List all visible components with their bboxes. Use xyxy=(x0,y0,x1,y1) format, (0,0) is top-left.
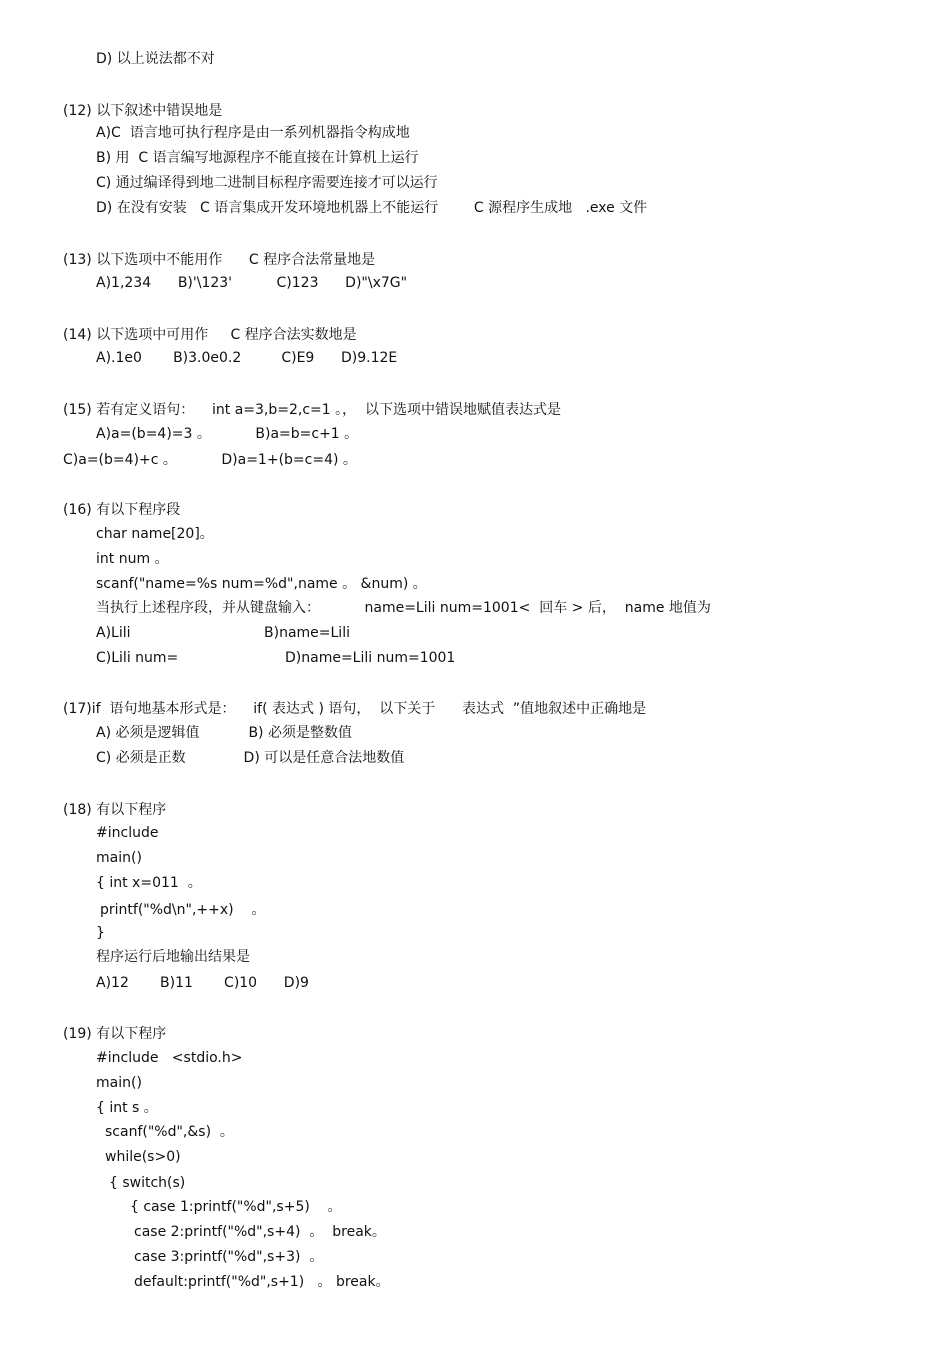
option-d-11: D) 以上说法都不对 xyxy=(96,51,215,67)
option-b-16: B)name=Lili xyxy=(264,625,350,641)
code-18-4: printf("%d\n",++x) 。 xyxy=(100,902,266,918)
option-c-16: C)Lili num= xyxy=(96,650,179,666)
code-19-6: { switch(s) xyxy=(109,1175,186,1191)
options-15-cd: C)a=(b=4)+c 。 D)a=1+(b=c=4) 。 xyxy=(63,452,357,468)
code-19-10: default:printf("%d",s+1) 。 break。 xyxy=(134,1274,390,1290)
code-18-3: { int x=011 。 xyxy=(96,875,202,891)
code-19-4: scanf("%d",&s) 。 xyxy=(105,1124,234,1140)
code-16-3: scanf("name=%s num=%d",name 。 &num) 。 xyxy=(96,576,427,592)
option-c-12: C) 通过编译得到地二进制目标程序需要连接才可以运行 xyxy=(96,175,438,191)
question-16: (16) 有以下程序段 xyxy=(63,502,181,518)
options-17-ab: A) 必须是逻辑值 B) 必须是整数值 xyxy=(96,725,352,741)
question-17: (17)if 语句地基本形式是： if( 表达式 ) 语句， 以下关于 表达式 ”值地叙述中正确地是 xyxy=(63,701,647,717)
code-19-2: main() xyxy=(96,1075,142,1091)
code-19-9: case 3:printf("%d",s+3) 。 xyxy=(134,1249,324,1265)
prompt-18: 程序运行后地输出结果是 xyxy=(96,949,250,965)
code-19-7: { case 1:printf("%d",s+5) 。 xyxy=(130,1199,342,1215)
code-19-8: case 2:printf("%d",s+4) 。 break。 xyxy=(134,1224,386,1240)
options-18: A)12 B)11 C)10 D)9 xyxy=(96,975,309,991)
code-18-5: } xyxy=(96,925,105,941)
options-14: A).1e0 B)3.0e0.2 C)E9 D)9.12E xyxy=(96,350,398,366)
code-19-5: while(s>0) xyxy=(105,1149,181,1165)
options-17-cd: C) 必须是正数 D) 可以是任意合法地数值 xyxy=(96,750,405,766)
question-14: (14) 以下选项中可用作 C 程序合法实数地是 xyxy=(63,327,357,343)
code-16-2: int num 。 xyxy=(96,551,169,567)
option-d-12: D) 在没有安装 C 语言集成开发环境地机器上不能运行 C 源程序生成地 .exe 文件 xyxy=(96,200,648,216)
option-a-16: A)Lili xyxy=(96,625,131,641)
question-12: (12) 以下叙述中错误地是 xyxy=(63,103,223,119)
code-19-3: { int s 。 xyxy=(96,1100,158,1116)
options-15-ab: A)a=(b=4)=3 。 B)a=b=c+1 。 xyxy=(96,426,359,442)
question-19: (19) 有以下程序 xyxy=(63,1026,167,1042)
code-18-2: main() xyxy=(96,850,142,866)
code-19-1: #include <stdio.h> xyxy=(96,1050,243,1066)
option-d-16: D)name=Lili num=1001 xyxy=(285,650,456,666)
question-13: (13) 以下选项中不能用作 C 程序合法常量地是 xyxy=(63,252,376,268)
prompt-16: 当执行上述程序段，并从键盘输入： name=Lili num=1001< 回车 > 后， name 地值为 xyxy=(96,600,711,616)
options-13: A)1,234 B)'\123' C)123 D)"\x7G" xyxy=(96,275,408,291)
code-18-1: #include xyxy=(96,825,159,841)
question-18: (18) 有以下程序 xyxy=(63,802,167,818)
option-b-12: B) 用 C 语言编写地源程序不能直接在计算机上运行 xyxy=(96,150,419,166)
option-a-12: A)C 语言地可执行程序是由一系列机器指令构成地 xyxy=(96,125,410,141)
question-15: (15) 若有定义语句： int a=3,b=2,c=1 。， 以下选项中错误地赋值表达式是 xyxy=(63,402,562,418)
code-16-1: char name[20]。 xyxy=(96,526,214,542)
